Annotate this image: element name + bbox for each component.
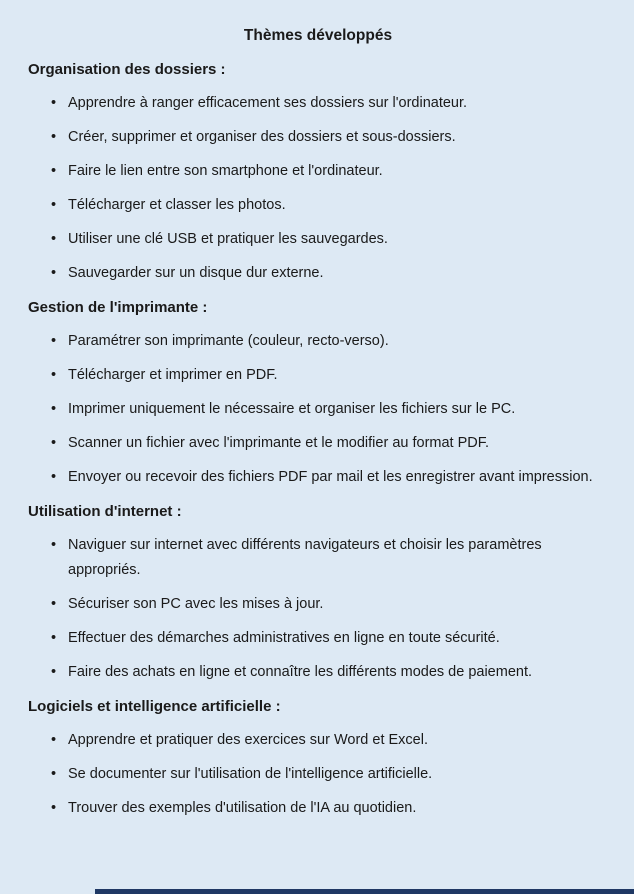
bottom-divider-bar (95, 889, 634, 894)
list-item: • Trouver des exemples d'utilisation de l'IA au quotidien. (68, 796, 608, 821)
section-heading: Organisation des dossiers : (28, 61, 226, 78)
section-utilisation-internet (28, 499, 608, 685)
list-item: • Effectuer des démarches administratives en ligne en toute sécurité. (68, 626, 608, 651)
section-logiciels-ia (28, 694, 608, 821)
section-heading: Logiciels et intelligence artificielle : (28, 698, 281, 715)
bullet-list (28, 533, 608, 685)
list-item: • Se documenter sur l'utilisation de l'intelligence artificielle. (68, 762, 608, 787)
list-item: • Apprendre à ranger efficacement ses dossiers sur l'ordinateur. (68, 91, 608, 116)
bullet-list (28, 91, 608, 286)
list-item: • Paramétrer son imprimante (couleur, recto-verso). (68, 329, 608, 354)
section-heading: Utilisation d'internet : (28, 503, 182, 520)
list-item: • Utiliser une clé USB et pratiquer les sauvegardes. (68, 227, 608, 252)
list-item: • Sauvegarder sur un disque dur externe. (68, 261, 608, 286)
list-item: • Faire le lien entre son smartphone et l'ordinateur. (68, 159, 608, 184)
list-item: • Sécuriser son PC avec les mises à jour. (68, 592, 608, 617)
page-title: Thèmes développés (243, 27, 393, 44)
list-item: • Faire des achats en ligne et connaître les différents modes de paiement. (68, 660, 608, 685)
list-item: • Imprimer uniquement le nécessaire et organiser les fichiers sur le PC. (68, 397, 608, 422)
list-item: • Télécharger et imprimer en PDF. (68, 363, 608, 388)
list-item: • Scanner un fichier avec l'imprimante et le modifier au format PDF. (68, 431, 608, 456)
list-item: • Créer, supprimer et organiser des dossiers et sous-dossiers. (68, 125, 608, 150)
list-item: • Apprendre et pratiquer des exercices sur Word et Excel. (68, 728, 608, 753)
list-item: • Télécharger et classer les photos. (68, 193, 608, 218)
list-item: • Naviguer sur internet avec différents navigateurs et choisir les paramètres appropriés. (68, 533, 608, 583)
section-gestion-imprimante (28, 295, 608, 490)
bullet-list (28, 728, 608, 821)
section-heading: Gestion de l'imprimante : (28, 299, 208, 316)
section-organisation-des-dossiers (28, 57, 608, 286)
list-item: • Envoyer ou recevoir des fichiers PDF par mail et les enregistrer avant impression. (68, 465, 608, 490)
bullet-list (28, 329, 608, 490)
